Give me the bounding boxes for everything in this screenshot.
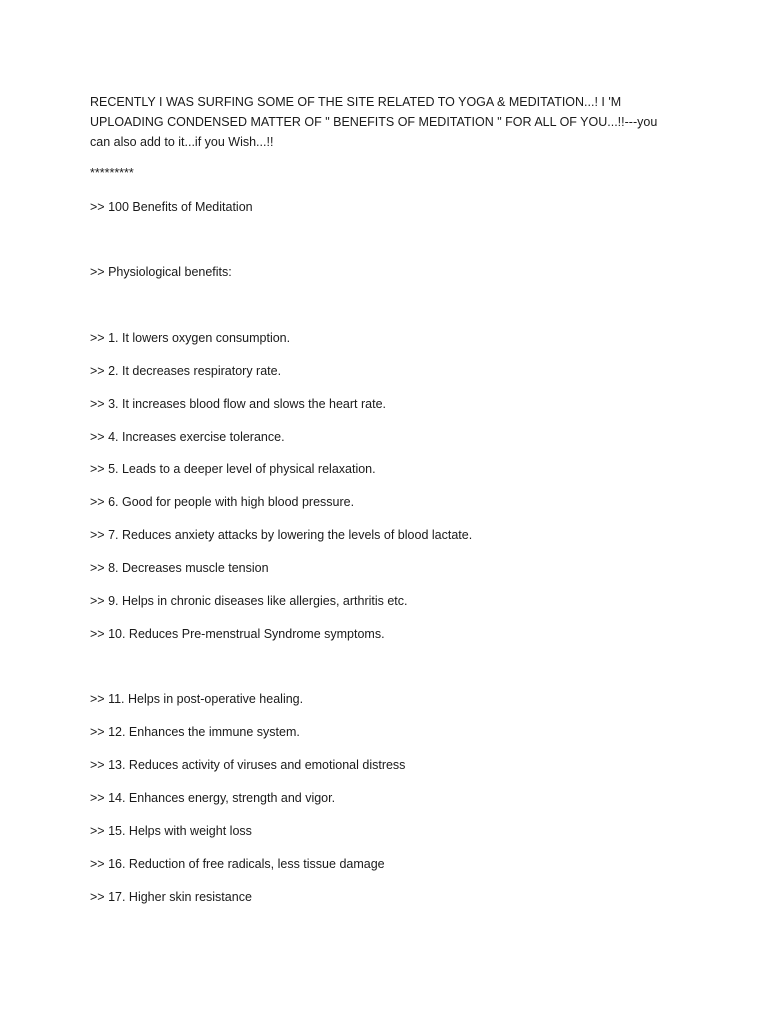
list-item: >> 5. Leads to a deeper level of physical relaxation. [90,462,376,476]
list-item: >> 3. It increases blood flow and slows the heart rate. [90,397,387,411]
list-item: >> 13. Reduces activity of viruses and emotional distress [90,758,406,772]
list-item: >> 6. Good for people with high blood pressure. [90,495,355,509]
list-item: >> 4. Increases exercise tolerance. [90,430,285,444]
list-item: >> 15. Helps with weight loss [90,824,252,838]
separator-line: ********* [90,166,134,180]
document-body [90,92,690,152]
intro-paragraph: RECENTLY I WAS SURFING SOME OF THE SITE RELATED TO YOGA & MEDITATION...! I 'M UPLOADING CONDENSED MATTER OF " BENEFITS OF MEDITATION " FOR ALL OF YOU...!!---you can also add to it...if you Wish...!! [90,95,658,149]
list-item: >> 8. Decreases muscle tension [90,561,269,575]
list-item: >> 7. Reduces anxiety attacks by lowering the levels of blood lactate. [90,528,473,542]
document-heading: >> 100 Benefits of Meditation [90,200,253,214]
list-item: >> 9. Helps in chronic diseases like allergies, arthritis etc. [90,594,408,608]
list-item: >> 16. Reduction of free radicals, less tissue damage [90,857,385,871]
list-item: >> 12. Enhances the immune system. [90,725,300,739]
list-item: >> 14. Enhances energy, strength and vigor. [90,791,336,805]
section-subheading: >> Physiological benefits: [90,265,232,279]
list-item: >> 2. It decreases respiratory rate. [90,364,282,378]
list-item: >> 10. Reduces Pre-menstrual Syndrome symptoms. [90,627,385,641]
list-item: >> 17. Higher skin resistance [90,890,252,904]
list-item: >> 1. It lowers oxygen consumption. [90,331,291,345]
list-item: >> 11. Helps in post-operative healing. [90,692,304,706]
